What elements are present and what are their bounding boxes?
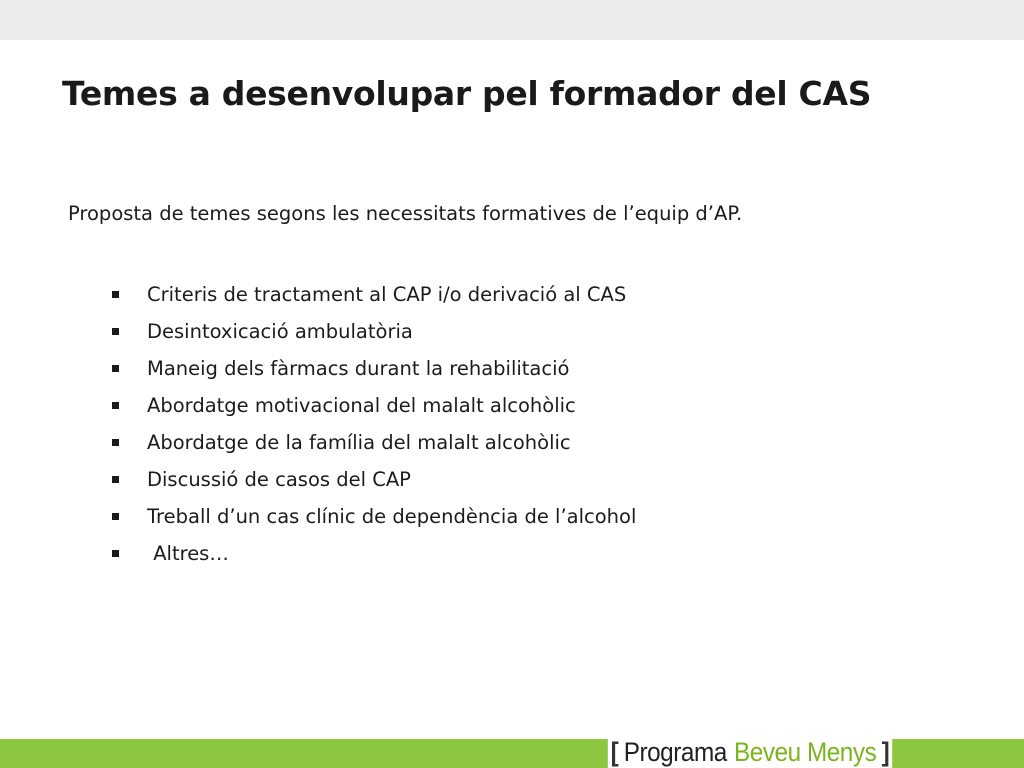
square-bullet-icon (112, 365, 119, 372)
list-item (108, 350, 636, 387)
list-item (108, 461, 636, 498)
list-item (108, 276, 636, 313)
intro-text: Proposta de temes segons les necessitats formatives de l’equip d’AP. (68, 202, 743, 225)
topic-label: Treball d’un cas clínic de dependència de l’alcohol (147, 505, 637, 528)
list-item (108, 498, 636, 535)
topic-label: Discussió de casos del CAP (147, 468, 411, 491)
logo-bracket-close: ] (881, 736, 890, 767)
list-item (108, 424, 636, 461)
list-item (108, 313, 636, 350)
topic-label: Altres… (147, 542, 229, 565)
topic-list (108, 276, 636, 572)
topic-label: Abordatge motivacional del malalt alcohòlic (147, 394, 576, 417)
list-item (108, 535, 636, 572)
topic-label: Maneig dels fàrmacs durant la rehabilitació (147, 357, 570, 380)
square-bullet-icon (112, 328, 119, 335)
square-bullet-icon (112, 439, 119, 446)
square-bullet-icon (112, 402, 119, 409)
list-item (108, 387, 636, 424)
slide-title: Temes a desenvolupar pel formador del CAS (62, 74, 872, 113)
logo-brand-name: Beveu Menys (733, 736, 877, 767)
square-bullet-icon (112, 513, 119, 520)
top-band (0, 0, 1024, 40)
topic-label: Abordatge de la família del malalt alcohòlic (147, 431, 571, 454)
logo-program-word: Programa (623, 736, 727, 767)
topic-label: Criteris de tractament al CAP i/o derivació al CAS (147, 283, 627, 306)
topic-label: Desintoxicació ambulatòria (147, 320, 413, 343)
square-bullet-icon (112, 550, 119, 557)
logo-bracket-open: [ (610, 736, 619, 767)
square-bullet-icon (112, 476, 119, 483)
square-bullet-icon (112, 291, 119, 298)
program-logo (608, 736, 892, 768)
